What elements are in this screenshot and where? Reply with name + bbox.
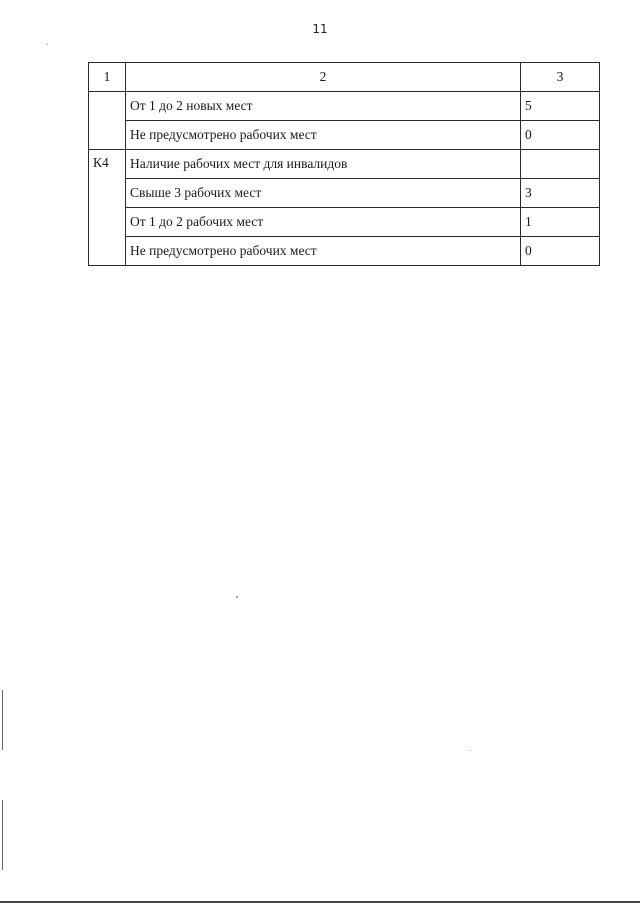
page-number: 11 bbox=[312, 22, 328, 36]
row-score: 1 bbox=[521, 208, 600, 237]
row-score: 3 bbox=[521, 179, 600, 208]
header-cell-3: 3 bbox=[521, 63, 600, 92]
row-score bbox=[521, 150, 600, 179]
table-row bbox=[89, 208, 600, 237]
table-row bbox=[89, 121, 600, 150]
table-row bbox=[89, 237, 600, 266]
table-row bbox=[89, 150, 600, 179]
table-header-row bbox=[89, 63, 600, 92]
scan-edge-mark bbox=[2, 690, 3, 750]
row-text: От 1 до 2 новых мест bbox=[126, 92, 521, 121]
scan-edge-mark bbox=[2, 800, 3, 870]
row-score: 0 bbox=[521, 121, 600, 150]
scan-speck bbox=[236, 596, 238, 598]
criterion-code-cell: К4 bbox=[89, 150, 126, 266]
criteria-table bbox=[88, 62, 600, 266]
row-text: Свыше 3 рабочих мест bbox=[126, 179, 521, 208]
scan-speck bbox=[470, 750, 471, 751]
row-text: Не предусмотрено рабочих мест bbox=[126, 237, 521, 266]
header-cell-2: 2 bbox=[126, 63, 521, 92]
table-row bbox=[89, 179, 600, 208]
row-text: Наличие рабочих мест для инвалидов bbox=[126, 150, 521, 179]
row-score: 5 bbox=[521, 92, 600, 121]
table-row bbox=[89, 92, 600, 121]
row-score: 0 bbox=[521, 237, 600, 266]
header-cell-1: 1 bbox=[89, 63, 126, 92]
scan-speck bbox=[47, 44, 48, 45]
criterion-code-cell bbox=[89, 92, 126, 150]
scan-bottom-edge bbox=[0, 901, 640, 903]
row-text: От 1 до 2 рабочих мест bbox=[126, 208, 521, 237]
row-text: Не предусмотрено рабочих мест bbox=[126, 121, 521, 150]
